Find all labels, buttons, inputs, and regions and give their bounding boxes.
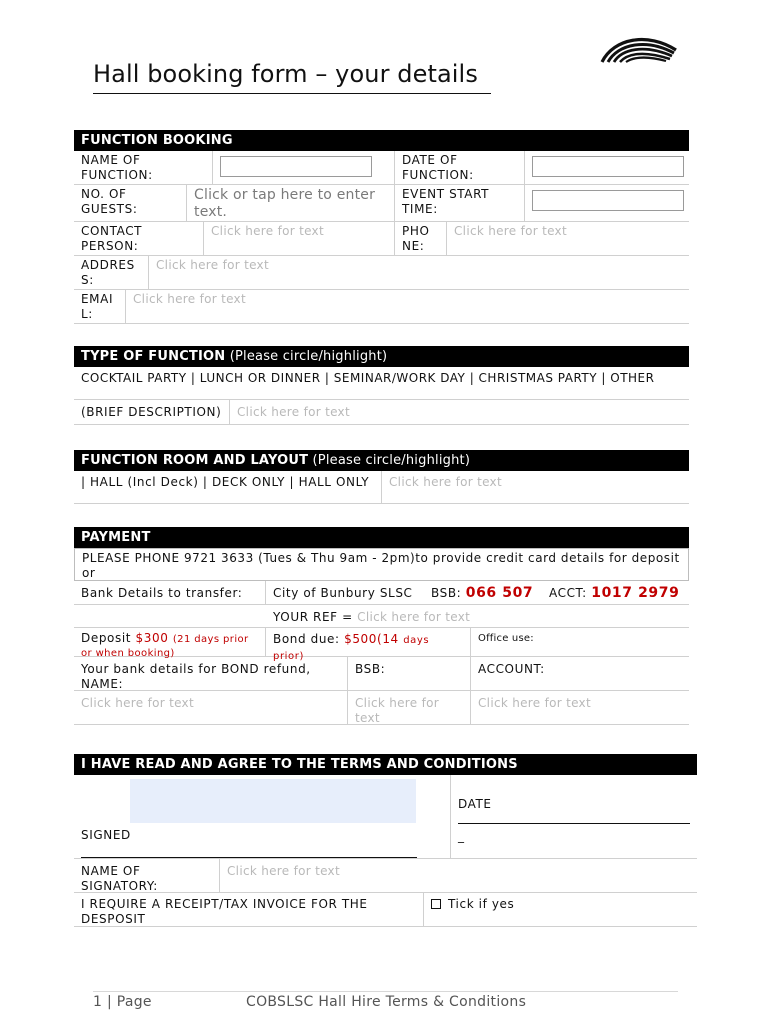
email-input[interactable]: Click here for text <box>133 292 246 306</box>
bond-cell <box>266 628 471 662</box>
type-of-function-section <box>74 346 689 425</box>
date-label: DATE <box>458 797 492 811</box>
date-dash: _ <box>458 829 465 843</box>
signatory-input[interactable]: Click here for text <box>227 864 340 878</box>
heading-subtext: (Please circle/highlight) <box>308 453 471 468</box>
acct-label: ACCT: <box>549 586 592 600</box>
brief-description-input[interactable]: Click here for text <box>237 405 350 419</box>
email-label: EMAIL: <box>74 290 126 323</box>
function-type-options-row <box>74 367 689 400</box>
office-use-label: Office use: <box>478 633 534 644</box>
refund-account-label: ACCOUNT: <box>478 662 545 676</box>
booking-row <box>74 151 689 185</box>
room-layout-row <box>74 471 689 504</box>
receipt-checkbox[interactable] <box>431 899 441 909</box>
refund-bsb-label: BSB: <box>348 657 471 690</box>
event-start-input[interactable] <box>532 190 684 211</box>
signatory-label: NAME OF SIGNATORY: <box>74 859 220 892</box>
function-booking-section <box>74 130 689 324</box>
signed-label: SIGNED <box>81 828 131 842</box>
deposit-cell <box>74 628 266 659</box>
footer-page-number: 1 | Page <box>93 994 152 1010</box>
bond-note-rest: days prior) <box>273 635 430 662</box>
footer-title: COBSLSC Hall Hire Terms & Conditions <box>246 994 527 1010</box>
booking-row <box>74 222 689 256</box>
date-of-function-input[interactable] <box>532 156 684 177</box>
address-label: ADDRESS: <box>74 256 149 289</box>
deposit-amount: $300 <box>135 631 169 645</box>
date-cell <box>451 775 697 858</box>
refund-name-label: Your bank details for BOND refund, NAME: <box>74 657 348 690</box>
name-of-function-input[interactable] <box>220 156 372 177</box>
brief-description-row <box>74 400 689 425</box>
refund-name-input[interactable]: Click here for text <box>74 691 348 724</box>
signatory-row <box>74 859 697 893</box>
room-layout-input[interactable]: Click here for text <box>389 475 502 489</box>
address-input[interactable]: Click here for text <box>156 258 269 272</box>
room-layout-options[interactable]: | HALL (Incl Deck) | DECK ONLY | HALL ONLY <box>74 471 382 503</box>
signature-cell <box>74 775 451 858</box>
guests-input[interactable]: Click or tap here to enter text. <box>187 185 395 221</box>
bond-note: (14 <box>377 632 404 646</box>
date-of-function-cell <box>525 151 689 184</box>
reference-cell <box>266 605 689 627</box>
bsb-label: BSB: <box>431 586 466 600</box>
footer-divider <box>93 991 678 992</box>
receipt-tick-cell <box>424 893 697 926</box>
contact-person-label: CONTACT PERSON: <box>74 222 204 255</box>
receipt-row <box>74 893 697 927</box>
phone-note-row <box>74 548 689 581</box>
refund-bsb-input[interactable]: Click here for text <box>348 691 471 724</box>
heading-text: FUNCTION ROOM AND LAYOUT <box>81 453 309 468</box>
section-heading: I HAVE READ AND AGREE TO THE TERMS AND CONDITIONS <box>74 754 697 775</box>
booking-row <box>74 256 689 290</box>
page-title: Hall booking form – your details <box>93 60 478 88</box>
phone-note: PLEASE PHONE 9721 3633 (Tues & Thu 9am - 2pm)to provide credit card details for deposit or <box>82 551 680 580</box>
deposit-note: (21 days prior or when booking) <box>81 634 249 659</box>
section-heading <box>74 450 689 471</box>
event-start-cell <box>525 185 689 221</box>
booking-row <box>74 290 689 324</box>
date-of-function-label: DATE OF FUNCTION: <box>395 151 525 184</box>
reference-input[interactable]: Click here for text <box>357 610 471 624</box>
refund-inputs-row <box>74 691 689 725</box>
tick-label: Tick if yes <box>448 897 515 911</box>
signature-input[interactable] <box>130 779 416 823</box>
brief-description-label: (BRIEF DESCRIPTION) <box>74 400 230 424</box>
acct-value: 1017 2979 <box>591 585 680 601</box>
payment-section <box>74 527 689 725</box>
section-heading: PAYMENT <box>74 527 689 548</box>
bank-details-label: Bank Details to transfer: <box>74 581 266 604</box>
signature-row <box>74 775 697 859</box>
reference-label: YOUR REF = <box>273 610 358 624</box>
contact-person-input[interactable]: Click here for text <box>204 222 395 255</box>
title-underline <box>93 93 491 94</box>
wave-logo-icon <box>600 34 678 64</box>
guests-label: NO. OF GUESTS: <box>74 185 187 221</box>
phone-input[interactable]: Click here for text <box>454 224 567 238</box>
name-of-function-label: NAME OF FUNCTION: <box>74 151 213 184</box>
heading-text: TYPE OF FUNCTION <box>81 349 226 364</box>
deposit-row <box>74 627 689 662</box>
date-line[interactable] <box>458 823 690 824</box>
deposit-label: Deposit <box>81 631 136 645</box>
bsb-value: 066 507 <box>465 585 534 601</box>
name-of-function-cell <box>213 151 395 184</box>
booking-row <box>74 185 689 222</box>
function-type-options[interactable]: COCKTAIL PARTY | LUNCH OR DINNER | SEMINAR/WORK DAY | CHRISTMAS PARTY | OTHER <box>81 371 655 385</box>
reference-row <box>74 605 689 627</box>
reference-spacer <box>74 605 266 627</box>
room-layout-section <box>74 450 689 504</box>
bond-label: Bond due: <box>273 632 345 646</box>
event-start-label: EVENT START TIME: <box>395 185 525 221</box>
heading-subtext: (Please circle/highlight) <box>225 349 388 364</box>
bank-details-row <box>74 581 689 605</box>
receipt-label: I REQUIRE A RECEIPT/TAX INVOICE FOR THE DESPOSIT <box>74 893 424 926</box>
section-heading: FUNCTION BOOKING <box>74 130 689 151</box>
bond-amount: $500 <box>344 632 378 646</box>
terms-section <box>74 754 697 927</box>
phone-label: PHONE: <box>395 222 447 255</box>
signature-line <box>81 857 417 858</box>
refund-account-input[interactable]: Click here for text <box>478 696 591 710</box>
bank-details-values <box>266 581 689 604</box>
refund-labels-row <box>74 657 689 691</box>
bank-name: City of Bunbury SLSC <box>273 586 413 600</box>
section-heading <box>74 346 689 367</box>
